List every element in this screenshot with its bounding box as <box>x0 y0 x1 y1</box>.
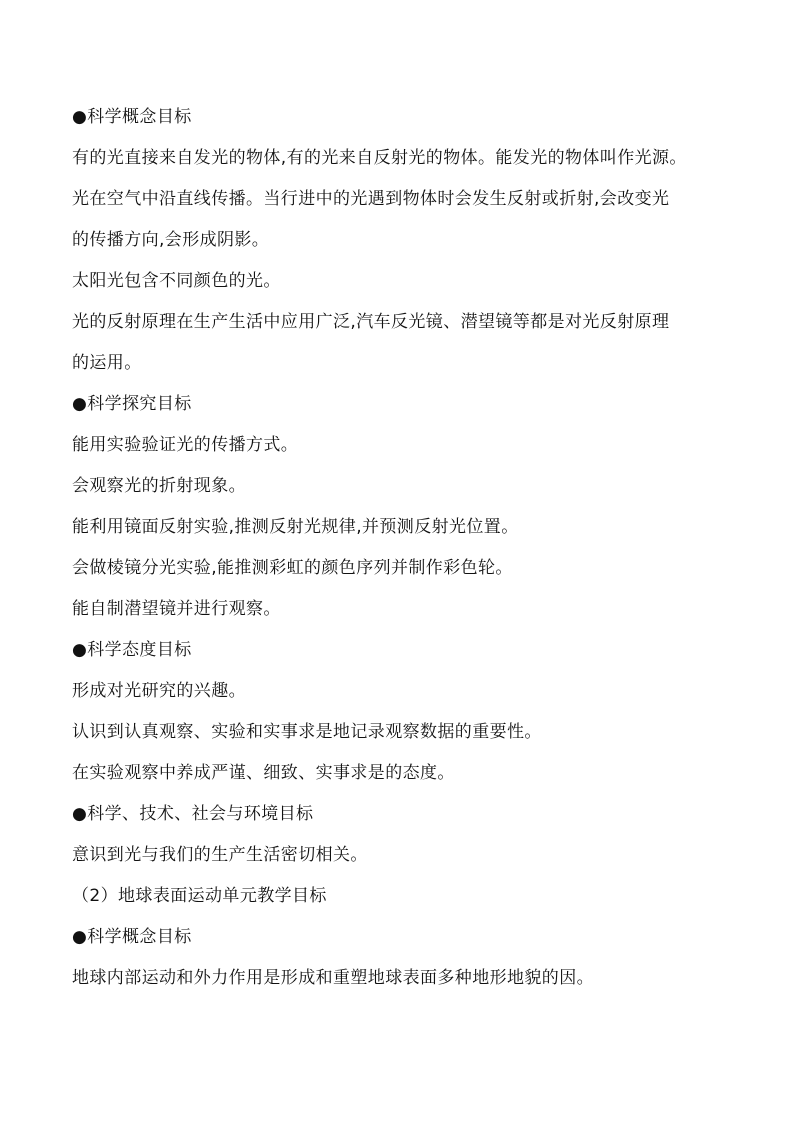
paragraph-line: 认识到认真观察、实验和实事求是地记录观察数据的重要性。 <box>72 722 542 742</box>
paragraph-line: 能利用镜面反射实验,推测反射光规律,并预测反射光位置。 <box>72 517 519 537</box>
section-heading-science-attitude: ●科学态度目标 <box>72 640 192 660</box>
paragraph-line: 能用实验验证光的传播方式。 <box>72 435 299 455</box>
paragraph-line: 的传播方向,会形成阴影。 <box>72 230 270 250</box>
paragraph-line: 能自制潜望镜并进行观察。 <box>72 599 281 619</box>
unit-heading-earth-surface: （2）地球表面运动单元教学目标 <box>72 886 327 906</box>
paragraph-line: 有的光直接来自发光的物体,有的光来自反射光的物体。能发光的物体叫作光源。 <box>72 148 687 168</box>
paragraph-line: 会做棱镜分光实验,能推测彩虹的颜色序列并制作彩色轮。 <box>72 558 513 578</box>
section-heading-science-inquiry: ●科学探究目标 <box>72 394 192 414</box>
paragraph-line: 光的反射原理在生产生活中应用广泛,汽车反光镜、潜望镜等都是对光反射原理 <box>72 312 670 332</box>
paragraph-line: 光在空气中沿直线传播。当行进中的光遇到物体时会发生反射或折射,会改变光 <box>72 189 670 209</box>
paragraph-line: 太阳光包含不同颜色的光。 <box>72 271 281 291</box>
paragraph-line: 会观察光的折射现象。 <box>72 476 246 496</box>
document-body <box>72 103 732 993</box>
section-heading-science-concept-2: ●科学概念目标 <box>72 927 192 947</box>
section-heading-science-concept: ●科学概念目标 <box>72 107 192 127</box>
section-heading-sts-environment: ●科学、技术、社会与环境目标 <box>72 804 314 824</box>
paragraph-line: 的运用。 <box>72 353 142 373</box>
paragraph-line: 在实验观察中养成严谨、细致、实事求是的态度。 <box>72 763 455 783</box>
paragraph-line: 意识到光与我们的生产生活密切相关。 <box>72 845 368 865</box>
paragraph-line: 形成对光研究的兴趣。 <box>72 681 246 701</box>
paragraph-line: 地球内部运动和外力作用是形成和重塑地球表面多种地形地貌的因。 <box>72 968 594 988</box>
